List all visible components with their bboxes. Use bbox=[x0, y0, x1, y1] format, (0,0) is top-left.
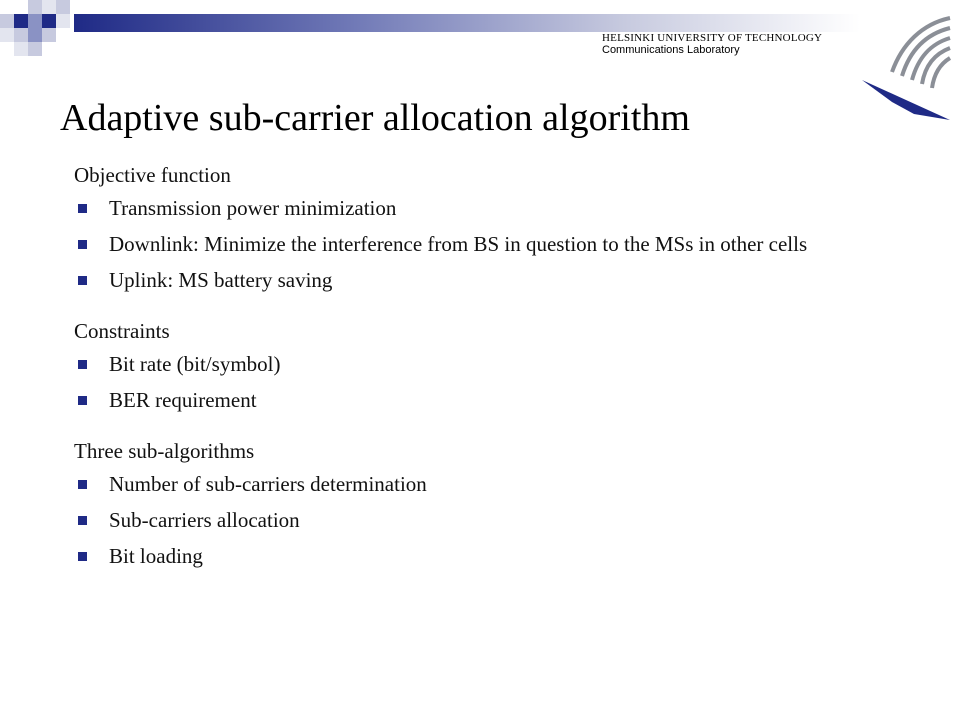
mosaic-square bbox=[14, 28, 28, 42]
mosaic-square bbox=[28, 14, 42, 28]
mosaic-square bbox=[42, 14, 56, 28]
section-heading: Objective function bbox=[74, 163, 231, 187]
mosaic-square bbox=[14, 42, 28, 56]
list-item bbox=[74, 268, 874, 292]
list-item bbox=[74, 196, 874, 220]
list-item bbox=[74, 232, 874, 256]
bullet-list bbox=[74, 472, 874, 568]
list-item-text: Number of sub-carriers determination bbox=[109, 472, 427, 496]
list-item bbox=[74, 472, 874, 496]
list-item-text: Bit loading bbox=[109, 544, 203, 568]
list-item bbox=[74, 544, 874, 568]
decorative-square-mosaic bbox=[0, 0, 80, 60]
hut-arc-logo-icon bbox=[862, 14, 954, 120]
section-heading: Three sub-algorithms bbox=[74, 439, 255, 463]
list-item-text: Sub-carriers allocation bbox=[109, 508, 300, 532]
list-item-text: Uplink: MS battery saving bbox=[109, 268, 333, 292]
square-bullet-icon bbox=[78, 552, 87, 561]
list-item-text: Bit rate (bit/symbol) bbox=[109, 352, 281, 376]
mosaic-square bbox=[0, 28, 14, 42]
square-bullet-icon bbox=[78, 396, 87, 405]
mosaic-square bbox=[56, 14, 70, 28]
header-gradient-bar bbox=[74, 14, 860, 32]
section-heading: Constraints bbox=[74, 319, 170, 343]
bullet-list bbox=[74, 196, 874, 292]
square-bullet-icon bbox=[78, 240, 87, 249]
square-bullet-icon bbox=[78, 516, 87, 525]
mosaic-square bbox=[42, 28, 56, 42]
section-three-sub-algorithms bbox=[74, 438, 874, 568]
mosaic-square bbox=[56, 0, 70, 14]
lab-name: Communications Laboratory bbox=[602, 44, 740, 57]
square-bullet-icon bbox=[78, 480, 87, 489]
bullet-list bbox=[74, 352, 874, 412]
square-bullet-icon bbox=[78, 360, 87, 369]
list-item bbox=[74, 352, 874, 376]
mosaic-square bbox=[28, 42, 42, 56]
organization-name: HELSINKI UNIVERSITY OF TECHNOLOGY bbox=[602, 32, 823, 44]
list-item-text: Transmission power minimization bbox=[109, 196, 397, 220]
section-constraints bbox=[74, 318, 874, 412]
mosaic-square bbox=[42, 0, 56, 14]
mosaic-square bbox=[14, 14, 28, 28]
list-item bbox=[74, 388, 874, 412]
mosaic-square bbox=[0, 14, 14, 28]
mosaic-square bbox=[28, 0, 42, 14]
slide-title: Adaptive sub-carrier allocation algorithm bbox=[60, 97, 690, 139]
organization-block bbox=[602, 32, 822, 56]
list-item-text: BER requirement bbox=[109, 388, 257, 412]
square-bullet-icon bbox=[78, 204, 87, 213]
slide-content bbox=[74, 162, 874, 594]
square-bullet-icon bbox=[78, 276, 87, 285]
mosaic-square bbox=[28, 28, 42, 42]
section-objective-function bbox=[74, 162, 874, 292]
list-item bbox=[74, 508, 874, 532]
list-item-text: Downlink: Minimize the interference from BS in question to the MSs in other cells bbox=[109, 232, 808, 256]
